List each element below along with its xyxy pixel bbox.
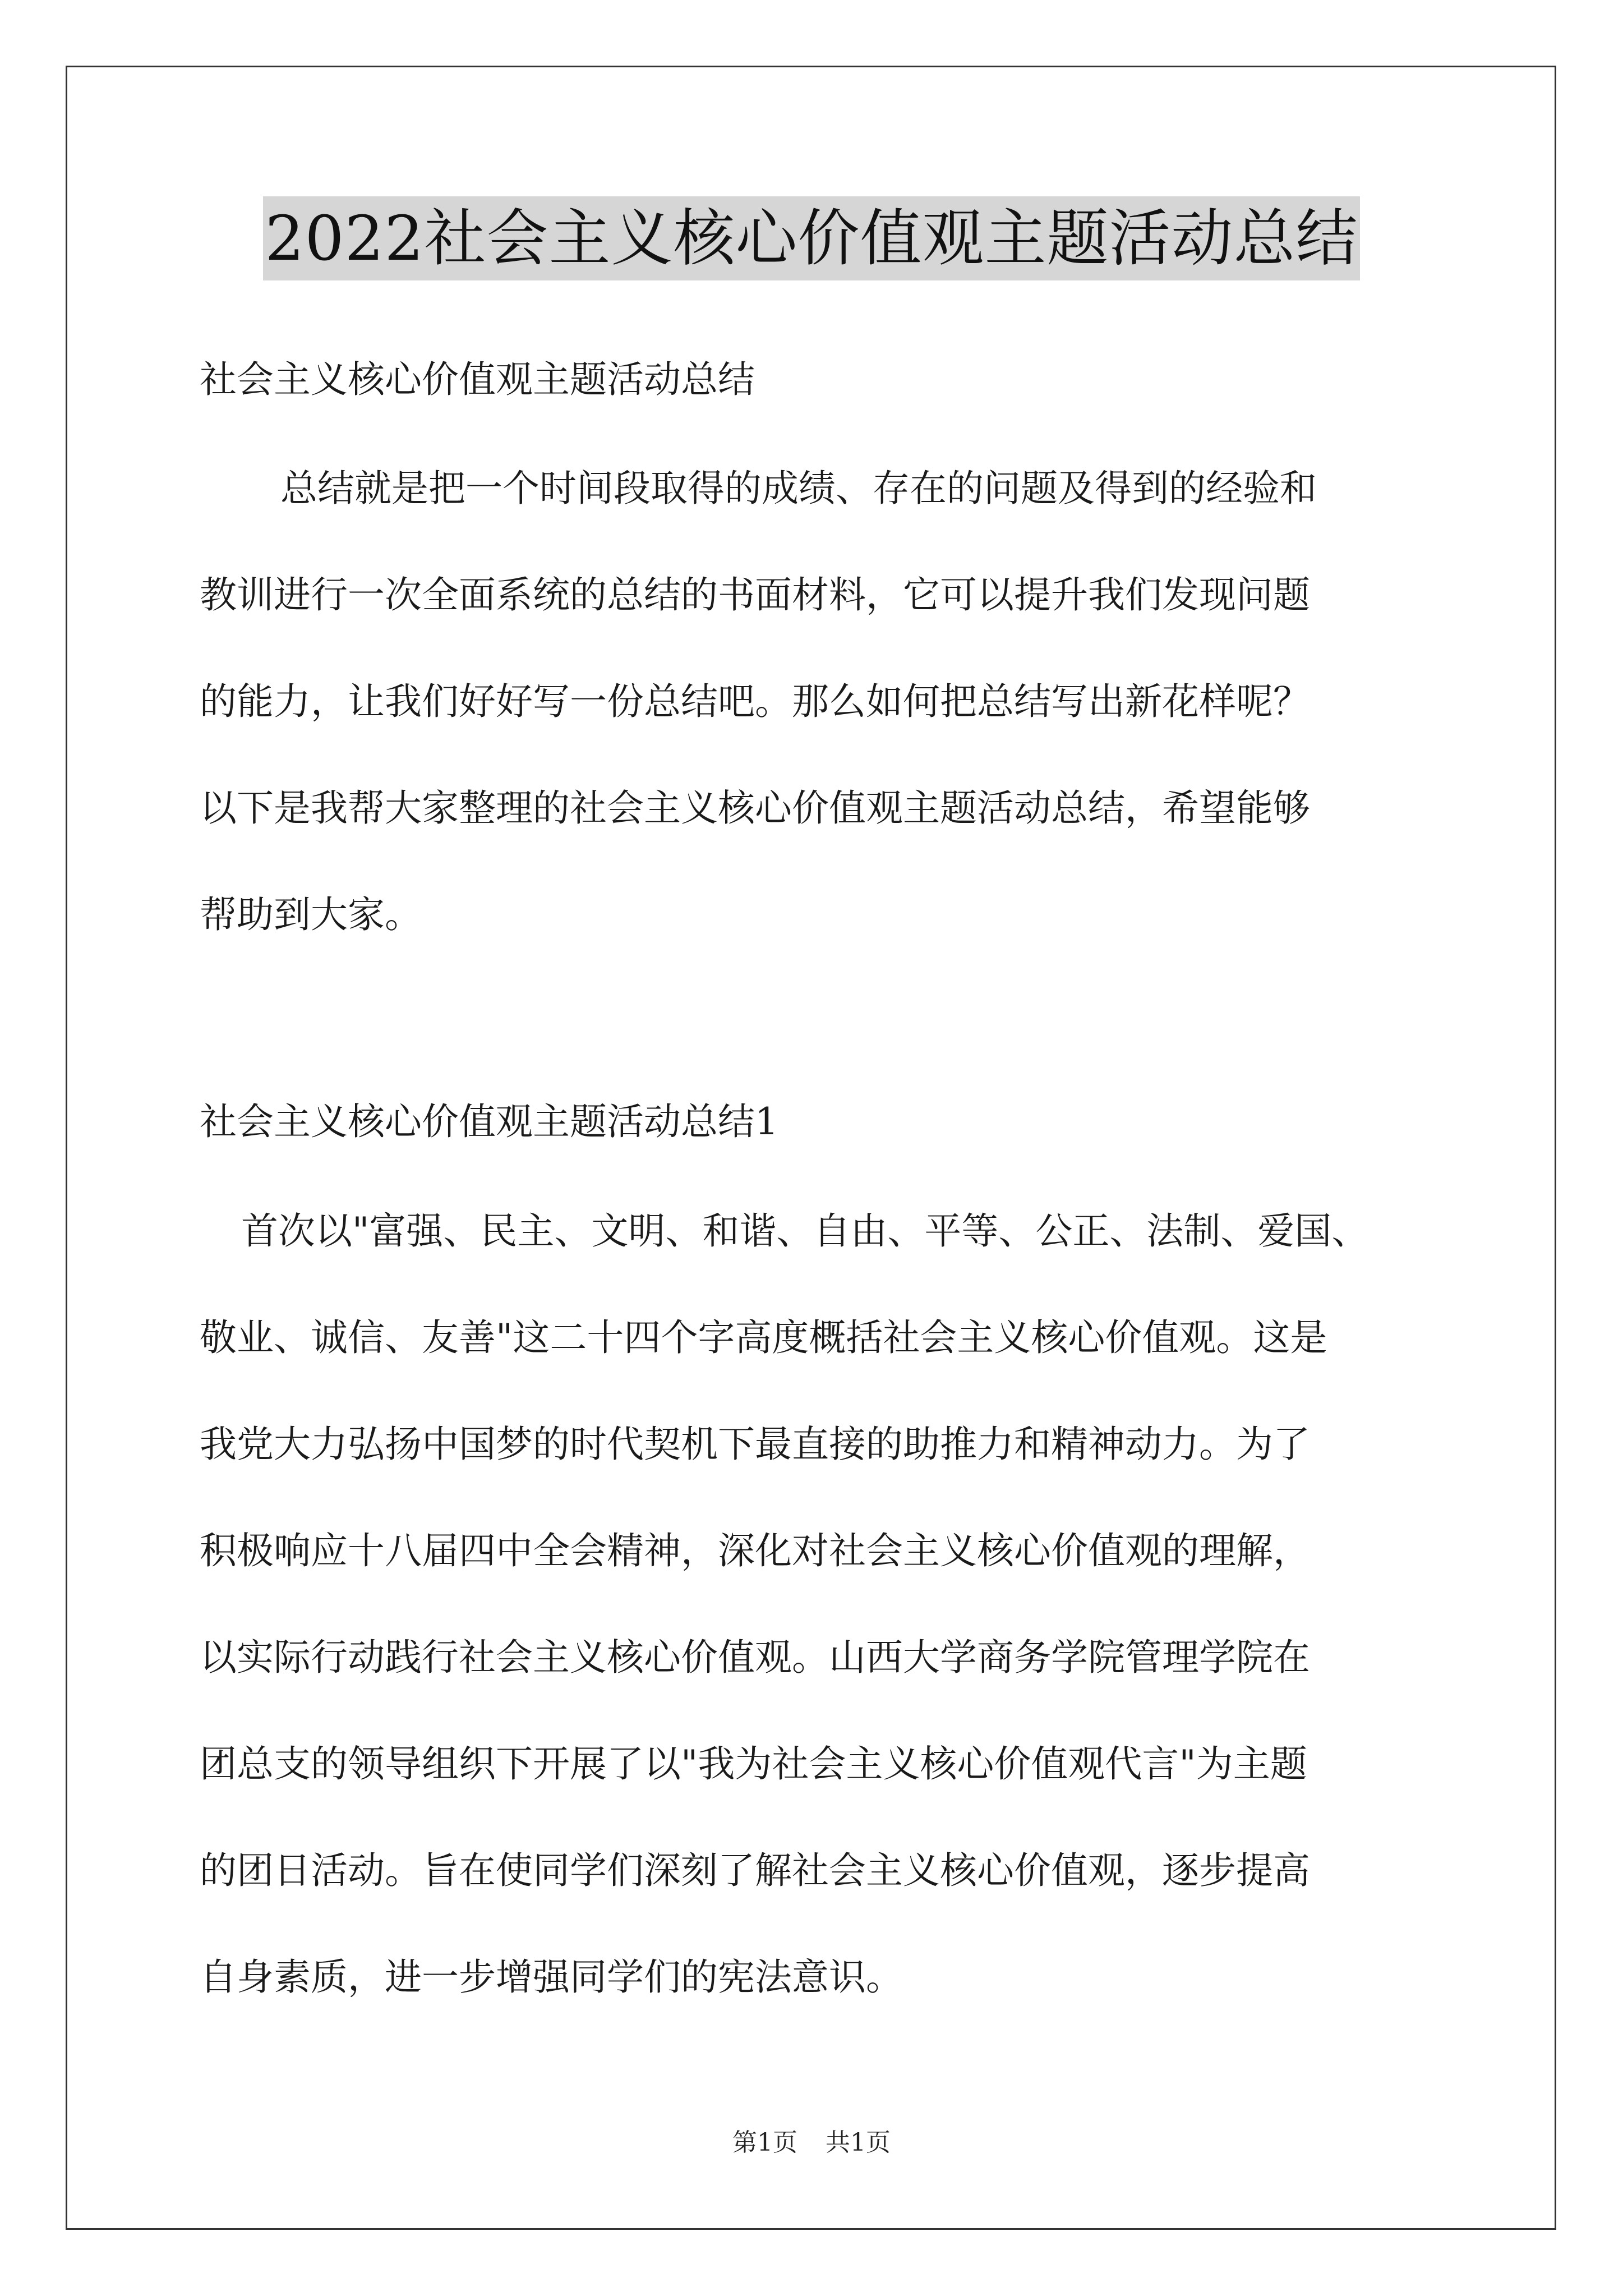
intro-line: 总结就是把一个时间段取得的成绩、存在的问题及得到的经验和 (280, 467, 1317, 510)
page-number: 第1页 (732, 2128, 797, 2157)
document-subtitle: 社会主义核心价值观主题活动总结 (200, 358, 755, 401)
section-heading: 社会主义核心价值观主题活动总结1 (200, 1100, 778, 1143)
page-total: 共1页 (826, 2128, 891, 2157)
section-line: 我党大力弘扬中国梦的时代契机下最直接的助推力和精神动力。为了 (200, 1423, 1310, 1466)
document-title: 2022社会主义核心价值观主题活动总结 (263, 196, 1361, 280)
page-footer (0, 2126, 1623, 2160)
title-container (0, 196, 1623, 280)
section-line: 团总支的领导组织下开展了以"我为社会主义核心价值观代言"为主题 (200, 1742, 1307, 1786)
section-line: 首次以"富强、民主、文明、和谐、自由、平等、公正、法制、爱国、 (241, 1209, 1369, 1253)
section-line: 敬业、诚信、友善"这二十四个字高度概括社会主义核心价值观。这是 (200, 1316, 1327, 1359)
section-line: 以实际行动践行社会主义核心价值观。山西大学商务学院管理学院在 (200, 1636, 1310, 1679)
intro-line: 的能力，让我们好好写一份总结吧。那么如何把总结写出新花样呢？ (200, 680, 1310, 723)
intro-line: 以下是我帮大家整理的社会主义核心价值观主题活动总结，希望能够 (200, 786, 1310, 830)
section-line: 自身素质，进一步增强同学们的宪法意识。 (200, 1955, 903, 1999)
section-line: 积极响应十八届四中全会精神，深化对社会主义核心价值观的理解， (200, 1529, 1310, 1572)
section-line: 的团日活动。旨在使同学们深刻了解社会主义核心价值观，逐步提高 (200, 1849, 1310, 1892)
intro-line: 帮助到大家。 (200, 893, 422, 936)
intro-line: 教训进行一次全面系统的总结的书面材料，它可以提升我们发现问题 (200, 573, 1310, 616)
